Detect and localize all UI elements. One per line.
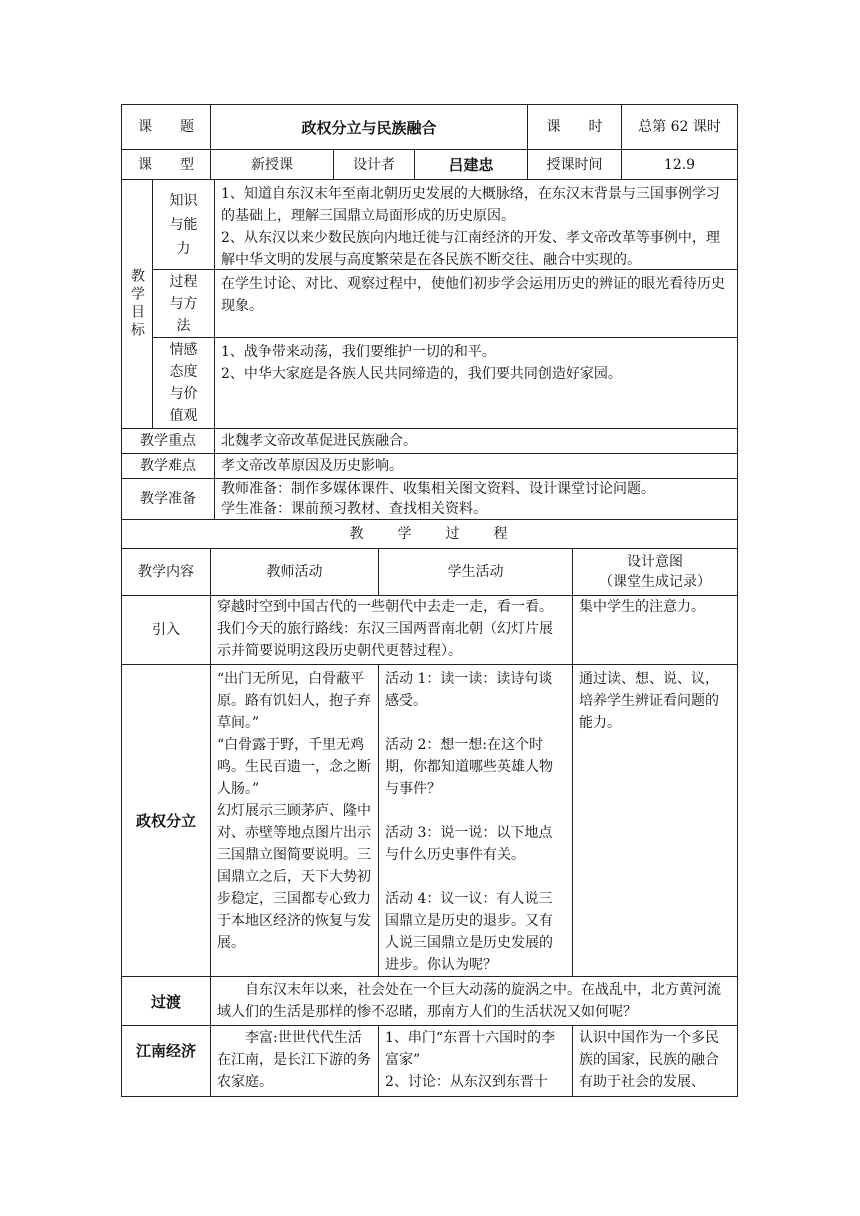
intent-header-text: 设计意图 bbox=[627, 554, 683, 570]
designer-name: 吕建忠 bbox=[414, 149, 528, 180]
designer-label: 设计者 bbox=[333, 149, 415, 180]
type-label: 课 型 bbox=[121, 149, 211, 180]
transition-text: 自东汉末年以来，社会处在一个巨大动荡的旋涡之中。在战乱中，北方黄河流域人们的生活是那样的惨不忍睹，那南方人们的生活状况又如何呢？ bbox=[210, 976, 738, 1026]
student-activity-1: 活动 1：读一读：读诗句谈感受。 bbox=[385, 671, 553, 709]
south-student-1: 1、串门“东晋十六国时的李富家” bbox=[385, 1030, 556, 1068]
split-intent: 通过读、想、说、议，培养学生辨证看问题的能力。 bbox=[572, 664, 738, 977]
south-teacher: 李富:世世代代生活在江南，是长江下游的务农家庭。 bbox=[210, 1025, 379, 1097]
focus-label: 教学重点 bbox=[121, 428, 215, 454]
teacher-poem-2: “白骨露于野，千里无鸡鸣。生民百遗一，念之断人肠。” bbox=[217, 737, 371, 797]
time-value: 12.9 bbox=[621, 149, 738, 180]
objective-line: 2、中华大家庭是各族人民共同缔造的，我们要共同创造好家园。 bbox=[221, 366, 622, 382]
teacher-slides: 幻灯展示三顾茅庐、隆中对、赤壁等地点图片出示三国鼎立图简要说明。三国鼎立之后，天下大势初步稳定，三国都专心致力于本地区经济的恢复与发展。 bbox=[217, 803, 371, 951]
col-intent-header bbox=[572, 548, 738, 596]
hours-value: 总第 62 课时 bbox=[621, 104, 738, 150]
south-student-2: 2、讨论：从东汉到东晋十 bbox=[385, 1074, 548, 1090]
objective-knowledge-label: 知识与能力 bbox=[152, 179, 215, 270]
intro-teacher: 穿越时空到中国古代的一些朝代中去走一走，看一看。我们今天的旅行路线：东汉三国两晋南北朝（幻灯片展示并简要说明这段历史朝代更替过程）。 bbox=[210, 595, 573, 665]
objectives-label-text: 教学目标 bbox=[129, 268, 145, 340]
objective-line: 2、从东汉以来少数民族向内地迁徙与江南经济的开发、孝文帝改革等事例中，理解中华文明的发展与高度繁荣是在各民族不断交往、融合中实现的。 bbox=[221, 230, 720, 268]
time-label: 授课时间 bbox=[527, 149, 622, 180]
student-activity-4: 活动 4：议一议：有人说三国鼎立是历史的退步。又有人说三国鼎立是历史发展的进步。你认为呢？ bbox=[385, 891, 553, 973]
south-intent: 认识中国作为一个多民族的国家，民族的融合有助于社会的发展、 bbox=[572, 1025, 738, 1097]
process-title: 教 学 过 程 bbox=[121, 519, 738, 549]
split-student bbox=[378, 664, 573, 977]
objective-process-label: 过程与方法 bbox=[152, 269, 215, 338]
student-activity-3: 活动 3：说一说：以下地点与什么历史事件有关。 bbox=[385, 825, 553, 863]
type-value: 新授课 bbox=[210, 149, 334, 180]
intro-intent: 集中学生的注意力。 bbox=[572, 595, 738, 665]
split-teacher bbox=[210, 664, 379, 977]
col-content-header: 教学内容 bbox=[121, 548, 211, 596]
south-student bbox=[378, 1025, 573, 1097]
objective-line: 1、战争带来动荡，我们要维护一切的和平。 bbox=[221, 344, 496, 360]
hours-label: 课 时 bbox=[527, 104, 622, 150]
col-student-header: 学生活动 bbox=[378, 548, 573, 596]
topic-label: 课 题 bbox=[121, 104, 211, 150]
split-label: 政权分立 bbox=[121, 664, 211, 977]
objective-process-text bbox=[214, 269, 738, 338]
student-activity-2: 活动 2：想一想:在这个时期，你都知道哪些英雄人物与事件？ bbox=[385, 737, 553, 797]
difficulty-label: 教学难点 bbox=[121, 453, 215, 479]
transition-label: 过渡 bbox=[121, 976, 211, 1026]
intro-label: 引入 bbox=[121, 595, 211, 665]
teacher-poem-1: “出门无所见，白骨蔽平原。路有饥妇人，抱子弃草间。” bbox=[217, 671, 371, 731]
prep-student: 学生准备：课前预习教材、查找相关资料。 bbox=[221, 501, 487, 517]
objective-line: 在学生讨论、对比、观察过程中，使他们初步学会运用历史的辨证的眼光看待历史现象。 bbox=[221, 276, 725, 314]
south-label: 江南经济 bbox=[121, 1025, 211, 1097]
intent-header-sub: （课堂生成记录） bbox=[599, 574, 711, 590]
focus-value: 北魏孝文帝改革促进民族融合。 bbox=[214, 428, 738, 454]
prep-value bbox=[214, 478, 738, 520]
difficulty-value: 孝文帝改革原因及历史影响。 bbox=[214, 453, 738, 479]
objective-emotion-label: 情感态度与价值观 bbox=[152, 337, 215, 429]
objectives-label bbox=[121, 179, 153, 429]
objective-knowledge-text bbox=[214, 179, 738, 270]
objective-line: 1、知道自东汉末年至南北朝历史发展的大概脉络，在东汉末背景与三国事例学习的基础上，理解三国鼎立局面形成的历史原因。 bbox=[221, 186, 720, 224]
col-teacher-header: 教师活动 bbox=[210, 548, 379, 596]
objective-emotion-text bbox=[214, 337, 738, 429]
prep-label: 教学准备 bbox=[121, 478, 215, 520]
prep-teacher: 教师准备：制作多媒体课件、收集相关图文资料、设计课堂讨论问题。 bbox=[221, 481, 655, 497]
lesson-title: 政权分立与民族融合 bbox=[210, 104, 528, 150]
